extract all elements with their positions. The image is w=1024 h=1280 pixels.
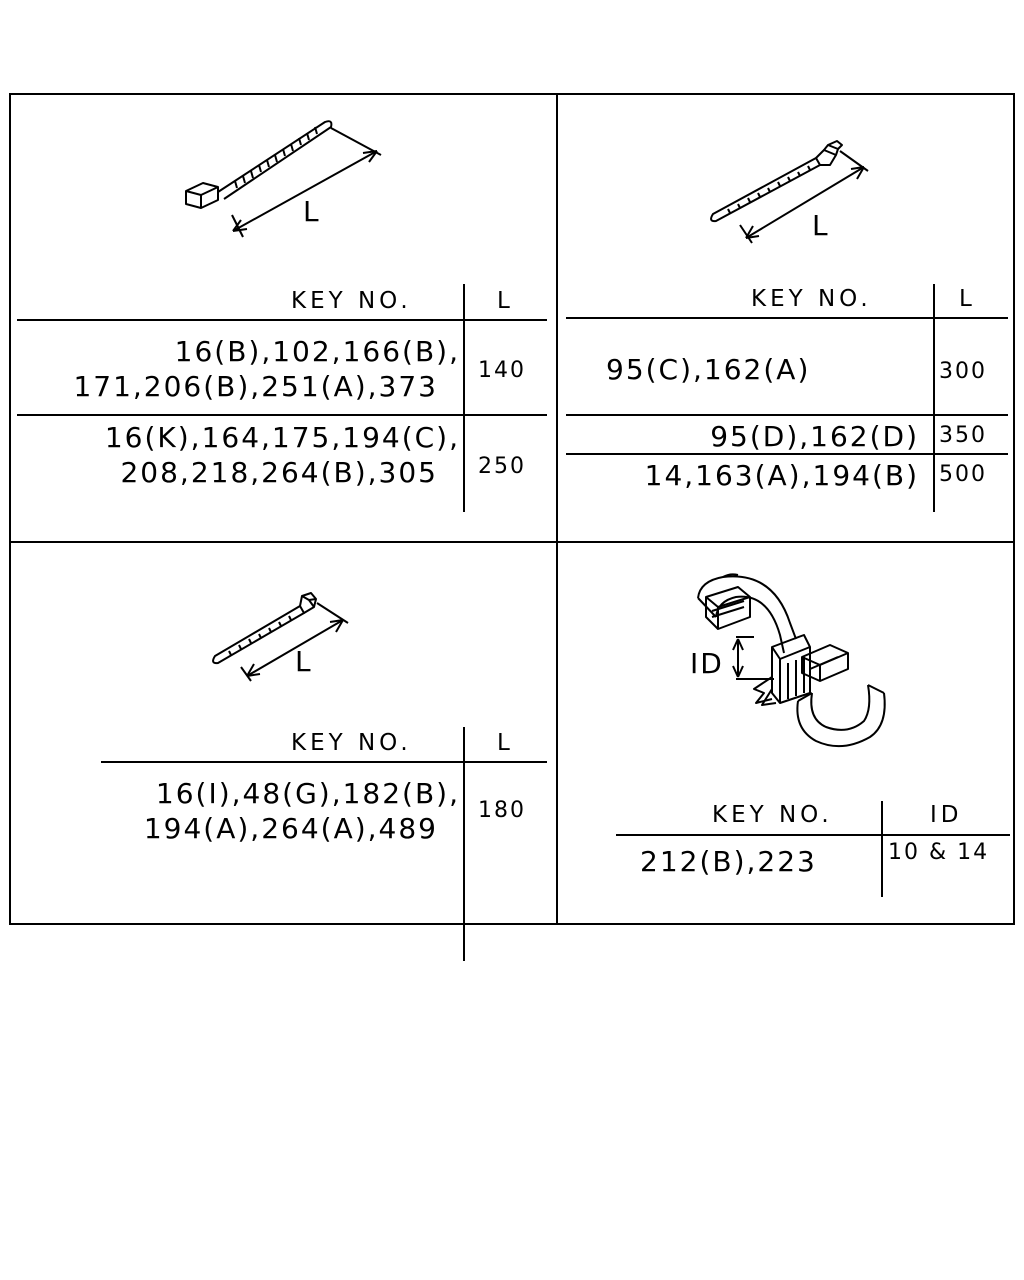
- id-value: 10 & 14: [888, 840, 990, 865]
- panel-top-left: [11, 95, 556, 541]
- key-numbers-line: 16(B),102,166(B),: [174, 335, 460, 368]
- parts-sheet: [9, 93, 1015, 925]
- id-header: ID: [930, 802, 963, 828]
- key-numbers-line: 95(C),162(A): [606, 353, 811, 386]
- length-value: 140: [478, 358, 526, 383]
- cable-tie-long-illustration: [11, 95, 556, 295]
- key-numbers-line: 212(B),223: [640, 845, 817, 878]
- table-row-rule: [17, 414, 547, 416]
- table-header-rule: [17, 319, 547, 321]
- table-header-rule: [101, 761, 547, 763]
- cable-tie-short-illustration: [11, 543, 556, 693]
- key-no-header: KEY NO.: [291, 288, 412, 314]
- key-numbers-line: 208,218,264(B),305: [120, 456, 438, 489]
- key-numbers-line: 95(D),162(D): [710, 420, 919, 453]
- dimension-label: L: [295, 645, 313, 678]
- key-no-header: KEY NO.: [751, 286, 872, 312]
- length-value: 500: [939, 462, 987, 487]
- key-numbers-line: 171,206(B),251(A),373: [73, 370, 438, 403]
- dimension-label: L: [812, 209, 830, 242]
- panel-bottom-left: [11, 543, 556, 923]
- dimension-label: L: [303, 195, 321, 228]
- key-numbers-line: 14,163(A),194(B): [644, 459, 919, 492]
- table-row-rule: [566, 414, 1008, 416]
- length-header: L: [497, 730, 514, 756]
- length-value: 180: [478, 798, 526, 823]
- key-no-header: KEY NO.: [712, 802, 833, 828]
- table-header-rule: [616, 834, 1010, 836]
- key-numbers-line: 16(I),48(G),182(B),: [155, 777, 460, 810]
- length-value: 350: [939, 423, 987, 448]
- key-numbers-line: 16(K),164,175,194(C),: [104, 421, 460, 454]
- panel-bottom-right: [558, 543, 1013, 923]
- length-value: 250: [478, 454, 526, 479]
- key-numbers-line: 194(A),264(A),489: [143, 812, 438, 845]
- hose-clamp-illustration: [558, 543, 1013, 783]
- inner-diameter-label: ID: [690, 647, 724, 680]
- table-header-rule: [566, 317, 1008, 319]
- panel-top-right: [558, 95, 1013, 541]
- cable-tie-mount-illustration: [558, 95, 1013, 295]
- length-header: L: [959, 286, 976, 312]
- length-header: L: [497, 288, 514, 314]
- length-value: 300: [939, 359, 987, 384]
- key-no-header: KEY NO.: [291, 730, 412, 756]
- table-column-divider: [881, 801, 883, 897]
